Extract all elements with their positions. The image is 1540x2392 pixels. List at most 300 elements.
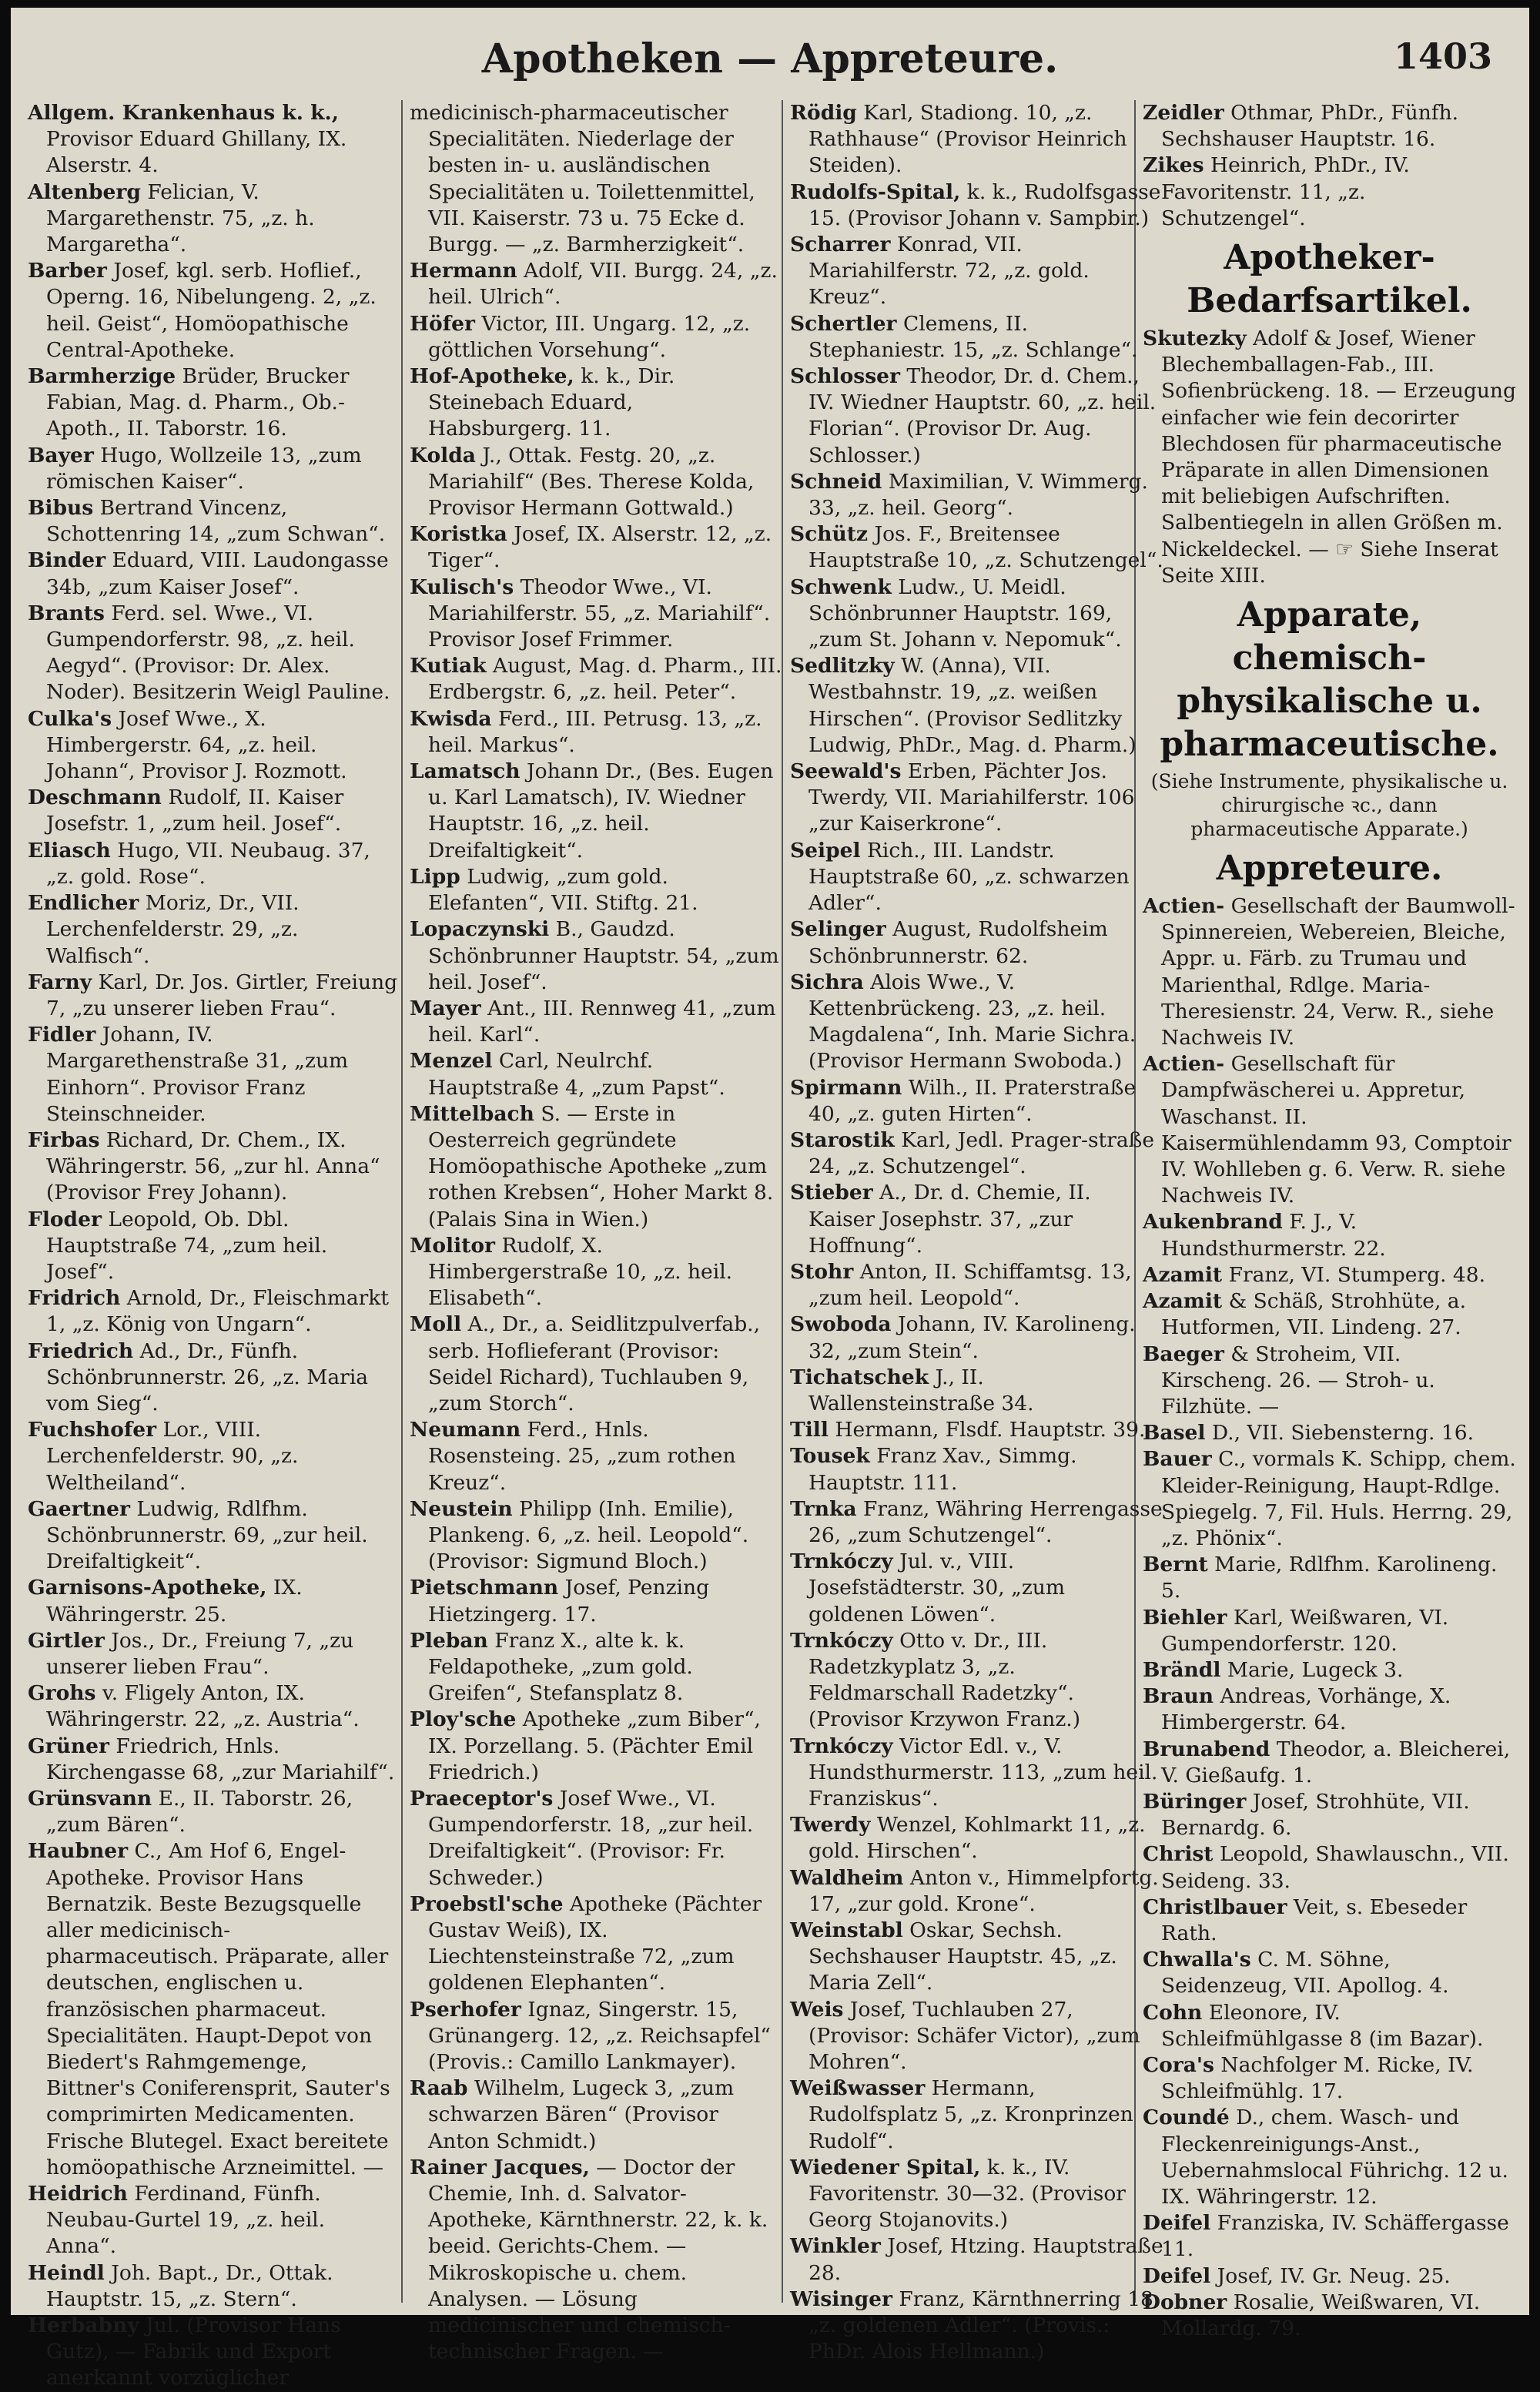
entry-name: Menzel: [410, 1049, 493, 1074]
entry-name: Neumann: [410, 1418, 521, 1442]
entry-text: k. k., Dir. Steinebach Eduard, Habsburgerg. 11.: [428, 364, 675, 441]
entry-name: Girtler: [28, 1628, 105, 1653]
entry-text: Karl, Weißwaren, VI. Gumpendorferstr. 120.: [1161, 1605, 1449, 1656]
directory-entry: [410, 916, 783, 996]
entry-text: Rich., III. Landstr. Hauptstraße 60, „z. schwarzen Adler“.: [808, 838, 1130, 916]
entry-text: Ad., Dr., Fünfh. Schönbrunnerstr. 26, „z. Maria vom Sieg“.: [46, 1338, 369, 1415]
entry-text: Josef, IX. Alserstr. 12, „z. Tiger“.: [428, 522, 772, 573]
directory-entry: [410, 311, 783, 363]
entry-text: J., II. Wallensteinstraße 34.: [808, 1365, 1034, 1415]
directory-entry: [790, 1812, 1163, 1864]
entry-text: Carl, Neulrchf. Hauptstraße 4, „zum Papst“.: [428, 1049, 725, 1100]
directory-entry: [790, 100, 1163, 179]
entry-text: Bertrand Vincenz, Schottenring 14, „zum Schwan“.: [46, 496, 386, 547]
entry-name: Schlosser: [790, 364, 900, 389]
entry-name: Mayer: [410, 996, 481, 1020]
entry-text: & Stroheim, VII. Kirscheng. 26. — Stroh- u. Filzhüte. —: [1161, 1342, 1435, 1419]
entry-text: W. (Anna), VII. Westbahnstr. 19, „z. weißen Hirschen“. (Provisor Sedlitzky Ludwig, PhDr., Mag. d. Pharm.): [808, 654, 1137, 757]
directory-entry: [790, 1312, 1163, 1364]
entry-name: Pserhofer: [410, 1997, 521, 2022]
entry-name: Zeidler: [1143, 101, 1224, 125]
directory-entry: [28, 363, 401, 443]
directory-entry: [410, 1048, 783, 1101]
directory-entry: [410, 1417, 783, 1496]
directory-entry: [410, 1496, 783, 1576]
directory-entry: [1143, 1895, 1516, 1947]
directory-entry: [790, 311, 1163, 363]
entry-name: Brunabend: [1143, 1737, 1270, 1761]
directory-entry: [790, 970, 1163, 1075]
directory-entry: [28, 495, 401, 548]
entry-name: Christlbauer: [1143, 1895, 1287, 1919]
entry-name: Rainer Jacques,: [410, 2155, 590, 2179]
entry-name: Wisinger: [790, 2286, 892, 2311]
entry-text: Apotheke (Pächter Gustav Weiß), IX. Liechtensteinstraße 72, „zum goldenen Elephanten“.: [428, 1891, 762, 1995]
entry-text: Marie, Lugeck 3.: [1227, 1657, 1404, 1682]
column-3: [790, 100, 1163, 2365]
directory-entry: [410, 706, 783, 759]
entry-name: Floder: [28, 1207, 102, 1231]
entry-text: Theodor, Dr. d. Chem., IV. Wiedner Hauptstr. 60, „z. heil. Florian“. (Provisor Dr. Aug. Schlosser.): [808, 364, 1157, 467]
directory-entry: [790, 2075, 1163, 2155]
entry-name: Weis: [790, 1997, 844, 2022]
directory-entry: [28, 100, 401, 179]
entry-text: Victor Edl. v., V. Hundsthurmerstr. 113, „zum heil. Franziskus“.: [808, 1734, 1158, 1811]
directory-entry: [28, 258, 401, 363]
entry-text: Franz, VI. Stumperg. 48.: [1228, 1262, 1486, 1287]
directory-entry: [1143, 100, 1516, 152]
directory-entry: [790, 2286, 1163, 2366]
directory-entry: [28, 179, 401, 259]
entry-name: Deifel: [1143, 2211, 1211, 2236]
entry-name: Baeger: [1143, 1342, 1224, 1366]
entry-text: Ludwig, „zum gold. Elefanten“, VII. Stiftg. 21.: [428, 864, 698, 916]
entry-text: Ignaz, Singerstr. 15, Grünangerg. 12, „z. Reichsapfel“ (Provis.: Camillo Lankmayer).: [428, 1997, 771, 2075]
entry-name: Altenberg: [28, 179, 141, 204]
entry-text: D., VII. Siebensterng. 16.: [1211, 1421, 1474, 1446]
entry-name: Christ: [1143, 1842, 1214, 1867]
column-2: [410, 100, 783, 2365]
entry-name: Skutezky: [1143, 327, 1247, 351]
entry-text: Franz, Währing Herrengasse 26, „zum Schutzengel“.: [808, 1496, 1163, 1547]
entry-text: Apotheke „zum Biber“, IX. Porzellang. 5. (Pächter Emil Friedrich.): [428, 1707, 761, 1784]
entry-text: Lor., VIII. Lerchenfelderstr. 90, „z. Weltheiland“.: [46, 1418, 299, 1495]
entry-name: Deschmann: [28, 786, 162, 810]
entry-name: Bauer: [1143, 1447, 1212, 1472]
directory-entry: [1143, 2000, 1516, 2052]
directory-entry: [28, 1680, 401, 1733]
entry-text: Johann, IV. Karolineng. 32, „zum Stein“.: [808, 1312, 1136, 1363]
entry-text: Wenzel, Kohlmarkt 11, „z. gold. Hirschen“.: [808, 1813, 1146, 1864]
entry-name: Eliasch: [28, 838, 111, 863]
column-4-entries: [1143, 100, 1516, 232]
directory-entry: [790, 179, 1163, 232]
entry-name: Cora's: [1143, 2052, 1214, 2077]
entry-name: Trnkóczy: [790, 1628, 893, 1653]
column-1: [28, 100, 401, 2392]
entry-name: Azamit: [1143, 1289, 1223, 1314]
entry-name: Friedrich: [28, 1338, 134, 1363]
entry-name: Kulisch's: [410, 575, 514, 599]
entry-text: Josef, Strohhüte, VII. Bernardg. 6.: [1161, 1789, 1470, 1841]
directory-entry: [1143, 326, 1516, 589]
directory-entry: [410, 1628, 783, 1707]
directory-entry: [790, 1997, 1163, 2076]
entry-text: Rudolf, X. Himbergerstraße 10, „z. heil. Elisabeth“.: [428, 1233, 733, 1311]
entry-name: Kwisda: [410, 706, 492, 731]
entry-text: k. k., IV. Favoritenstr. 30—32. (Provisor Georg Stojanovits.): [808, 2155, 1126, 2233]
entry-text: Wilh., II. Praterstraße 40, „z. guten Hirten“.: [808, 1075, 1137, 1126]
entry-name: Brändl: [1143, 1657, 1221, 1682]
entry-text: Heinrich, PhDr., IV. Favoritenstr. 11, „z. Schutzengel“.: [1161, 153, 1410, 230]
directory-entry: [1143, 1605, 1516, 1657]
directory-entry: [1143, 1051, 1516, 1209]
entry-name: Haubner: [28, 1839, 129, 1864]
directory-entry: [1143, 1420, 1516, 1446]
running-title: Apotheken — Appreteure.: [481, 35, 1059, 82]
entry-text: k. k., Rudolfsgasse 15. (Provisor Johann v. Sampbir.): [808, 179, 1161, 230]
entry-name: Kolda: [410, 443, 476, 467]
entry-name: Zikes: [1143, 153, 1204, 178]
directory-entry: [790, 575, 1163, 654]
entry-text: Josef, IV. Gr. Neug. 25.: [1217, 2263, 1451, 2288]
entry-text: Leopold, Shawlauschn., VII. Seideng. 33.: [1161, 1842, 1509, 1893]
entry-name: Trnkóczy: [790, 1734, 893, 1758]
entry-name: Rudolfs-Spital,: [790, 179, 961, 204]
directory-entry: [28, 838, 401, 890]
directory-entry: [28, 1338, 401, 1418]
entry-text: Erben, Pächter Jos. Twerdy, VII. Mariahilferstr. 106 „zur Kaiserkrone“.: [808, 759, 1135, 836]
entry-text: Arnold, Dr., Fleischmarkt 1, „z. König von Ungarn“.: [46, 1286, 389, 1337]
directory-entry: [790, 469, 1163, 521]
directory-entry: [790, 1127, 1163, 1180]
directory-entry: [410, 864, 783, 916]
entry-name: Starostik: [790, 1127, 895, 1152]
directory-entry: [1143, 1262, 1516, 1288]
entry-name: Büringer: [1143, 1789, 1247, 1814]
directory-entry: [790, 1417, 1163, 1443]
bedarfsartikel-entries: [1143, 326, 1516, 589]
directory-entry: [790, 1075, 1163, 1127]
entry-text: Josef Wwe., VI. Gumpendorferstr. 18, „zur heil. Dreifaltigkeit“. (Provisor: Fr. Schweder.): [428, 1787, 754, 1890]
entry-name: Kutiak: [410, 654, 487, 678]
directory-entry: [1143, 2290, 1516, 2342]
entry-text: C., Am Hof 6, Engel-Apotheke. Provisor Hans Bernatzik. Beste Bezugsquelle aller medicinisch-pharmaceutisch. Präparate, aller deutschen, englischen u. französischen pharmaceut. Specialitäten. Haupt-Depot von Biedert's Rahmgemenge, Bittner's Coniferensprit, Sauter's comprimirten Medicamenten. Frische Blutegel. Exact bereitete homöopathische Arzneimittel. —: [46, 1839, 390, 2179]
entry-name: Seipel: [790, 838, 861, 863]
entry-name: Allgem. Krankenhaus k. k.,: [28, 101, 339, 125]
entry-text: Provisor Eduard Ghillany, IX. Alserstr. 4.: [46, 127, 347, 178]
directory-entry: [28, 601, 401, 706]
entry-name: Mittelbach: [410, 1101, 534, 1126]
entry-name: Sichra: [790, 970, 864, 994]
entry-text: IX. Währingerstr. 25.: [46, 1576, 303, 1626]
entry-name: Twerdy: [790, 1813, 871, 1838]
directory-entry: [410, 2075, 783, 2155]
entry-name: Firbas: [28, 1127, 100, 1152]
directory-entry: [28, 1786, 401, 1838]
entry-text: Eleonore, IV. Schleifmühlgasse 8 (im Bazar).: [1161, 2000, 1484, 2051]
directory-entry: [790, 1365, 1163, 1417]
entry-name: Pietschmann: [410, 1576, 559, 1600]
entry-text: Joh. Bapt., Dr., Ottak. Hauptstr. 15, „z. Stern“.: [46, 2260, 333, 2311]
directory-entry: [790, 916, 1163, 969]
entry-text: Josef, Htzing. Hauptstraße 28.: [808, 2234, 1163, 2285]
directory-entry: [410, 1891, 783, 1997]
entry-name: Spirmann: [790, 1075, 902, 1100]
directory-entry: [790, 2233, 1163, 2286]
entry-text: C. M. Söhne, Seidenzeug, VII. Apollog. 4.: [1161, 1948, 1449, 1998]
entry-name: Herbabny: [28, 2313, 139, 2338]
directory-entry: [1143, 1947, 1516, 1999]
entry-name: Deifel: [1143, 2263, 1211, 2288]
entry-name: Grohs: [28, 1681, 96, 1706]
appreteure-entries: [1143, 893, 1516, 2342]
entry-name: Praeceptor's: [410, 1787, 554, 1811]
entry-name: Heindl: [28, 2260, 105, 2285]
entry-text: Jul. v., VIII. Josefstädterstr. 30, „zum goldenen Löwen“.: [808, 1549, 1065, 1626]
entry-text: Maximilian, V. Wimmerg. 33, „z. heil. Georg“.: [808, 469, 1148, 521]
directory-entry: [28, 2181, 401, 2260]
entry-name: Lamatsch: [410, 759, 521, 784]
entry-text: Andreas, Vorhänge, X. Himbergerstr. 64.: [1161, 1684, 1451, 1735]
entry-name: Barmherzige: [28, 364, 176, 389]
directory-entry: [28, 443, 401, 495]
entry-name: Biehler: [1143, 1605, 1227, 1630]
directory-entry: [410, 363, 783, 443]
directory-entry: [1143, 2263, 1516, 2290]
entry-name: Raab: [410, 2076, 468, 2101]
directory-entry: [28, 785, 401, 837]
directory-entry: [790, 363, 1163, 469]
entry-text: Richard, Dr. Chem., IX. Währingerstr. 56, „zur hl. Anna“ (Provisor Frey Johann).: [46, 1127, 380, 1205]
entry-name: Coundé: [1143, 2106, 1230, 2130]
entry-name: Bayer: [28, 443, 94, 467]
directory-entry: [410, 1575, 783, 1627]
entry-name: Weißwasser: [790, 2076, 926, 2101]
entry-text: Friedrich, Hnls. Kirchengasse 68, „zur Mariahilf“.: [46, 1734, 395, 1784]
entry-text: J., Ottak. Festg. 20, „z. Mariahilf“ (Bes. Therese Kolda, Provisor Hermann Gottwald.): [428, 443, 755, 521]
entry-text: Ferd. sel. Wwe., VI. Gumpendorferstr. 98, „z. heil. Aegyd“. (Provisor: Dr. Alex. Noder). Besitzerin Weigl Pauline.: [46, 601, 390, 705]
directory-entry: [1143, 1683, 1516, 1736]
entry-name: Selinger: [790, 917, 886, 942]
entry-name: Schneid: [790, 469, 882, 494]
page-number: 1403: [1393, 35, 1492, 77]
directory-entry: [790, 521, 1163, 574]
entry-text: Josef Wwe., X. Himbergerstr. 64, „z. heil. Johann“, Provisor J. Rozmott.: [46, 706, 347, 784]
entry-text: Anton v., Himmelpfortg. 17, „zur gold. Krone“.: [808, 1865, 1159, 1916]
directory-entry: [28, 1207, 401, 1286]
entry-text: Karl, Stadiong. 10, „z. Rathhause“ (Provisor Heinrich Steiden).: [808, 101, 1127, 178]
section-heading-bedarfsartikel: Apotheker-Bedarfsartikel.: [1187, 238, 1472, 321]
entry-name: Schertler: [790, 311, 897, 336]
entry-name: Grünsvann: [28, 1787, 152, 1811]
directory-entry: [28, 1734, 401, 1786]
entry-name: Garnisons-Apotheke,: [28, 1576, 267, 1600]
directory-entry: [1143, 1288, 1516, 1341]
entry-text: Brüder, Brucker Fabian, Mag. d. Pharm., Ob.-Apoth., II. Taborstr. 16.: [46, 364, 350, 441]
entry-text: Eduard, VIII. Laudongasse 34b, „zum Kaiser Josef“.: [46, 548, 389, 599]
entry-name: Till: [790, 1418, 829, 1442]
entry-text: A., Dr. d. Chemie, II. Kaiser Josephstr. 37, „zur Hoffnung“.: [808, 1181, 1091, 1258]
entry-name: Actien-: [1143, 894, 1225, 919]
entry-text: August, Rudolfsheim Schönbrunnerstr. 62.: [808, 917, 1108, 968]
directory-entry: [790, 838, 1163, 917]
section-heading-appreteure: Appreteure.: [1216, 849, 1443, 889]
entry-text: Adolf, VII. Burgg. 24, „z. heil. Ulrich“.: [428, 259, 778, 310]
entry-text: Hermann, Flsdf. Hauptstr. 39.: [835, 1418, 1146, 1442]
directory-entry: [1143, 152, 1516, 232]
entry-name: Rödig: [790, 101, 857, 125]
entry-text: Ludwig, Rdlfhm. Schönbrunnerstr. 69, „zur heil. Dreifaltigkeit“.: [46, 1496, 368, 1574]
directory-entry: [790, 653, 1163, 759]
entry-name: Trnkóczy: [790, 1549, 893, 1574]
entry-name: Trnka: [790, 1496, 857, 1521]
entry-text: Konrad, VII. Mariahilferstr. 72, „z. gold. Kreuz“.: [808, 233, 1090, 310]
directory-entry: [28, 890, 401, 970]
directory-entry: [790, 232, 1163, 311]
entry-name: Grüner: [28, 1734, 109, 1758]
entry-text: Wilhelm, Lugeck 3, „zum schwarzen Bären“ (Provisor Anton Schmidt.): [428, 2076, 735, 2153]
entry-name: Waldheim: [790, 1865, 904, 1890]
entry-text: Clemens, II. Stephaniestr. 15, „z. Schlange“.: [808, 311, 1138, 362]
directory-entry: [790, 1549, 1163, 1628]
entry-text: Hugo, VII. Neubaug. 37, „z. gold. Rose“.: [46, 838, 370, 889]
directory-entry: [28, 1628, 401, 1680]
directory-entry: [410, 653, 783, 705]
entry-text: Marie, Rdlfhm. Karolineng. 5.: [1161, 1553, 1498, 1603]
entry-name: Winkler: [790, 2234, 881, 2259]
directory-entry: [1143, 2105, 1516, 2210]
entry-name: Ploy'sche: [410, 1707, 517, 1732]
entry-text: Jos. F., Breitensee Hauptstraße 10, „z. Schutzengel“.: [808, 522, 1163, 573]
page-header: [11, 35, 1529, 89]
entry-text: Johann, IV. Margarethenstraße 31, „zum Einhorn“. Provisor Franz Steinschneider.: [46, 1023, 349, 1126]
entry-name: Gaertner: [28, 1496, 130, 1521]
entry-text: Josef, kgl. serb. Hoflief., Operng. 16, Nibelungeng. 2, „z. heil. Geist“, Homöopathische Central-Apotheke.: [46, 259, 377, 362]
entry-text: v. Fligely Anton, IX. Währingerstr. 22, „z. Austria“.: [46, 1681, 360, 1732]
entry-text: Gesellschaft der Baumwoll-Spinnereien, Webereien, Bleiche, Appr. u. Färb. zu Trumau und Marienthal, Rdlge. Maria-Theresienstr. 24, Verw. R., siehe Nachweis IV.: [1161, 894, 1515, 1050]
directory-entry: [410, 1707, 783, 1786]
entry-text: — Doctor der Chemie, Inh. d. Salvator-Apotheke, Kärnthnerstr. 22, k. k. beeid. Gerichts-Chem. — Mikroskopische u. chem. Analysen. — Lösung medicinischer und chemisch-technischer Fragen. —: [428, 2155, 768, 2364]
directory-entry: [790, 1918, 1163, 1997]
entry-text: August, Mag. d. Pharm., III. Erdbergstr. 6, „z. heil. Peter“.: [428, 654, 782, 705]
entry-text: S. — Erste in Oesterreich gegründete Homöopathische Apotheke „zum rothen Krebsen“, Hoher Markt 8. (Palais Sina in Wien.): [428, 1101, 774, 1231]
entry-text: Ludw., U. Meidl. Schönbrunner Hauptstr. 169, „zum St. Johann v. Nepomuk“.: [808, 575, 1122, 652]
entry-name: Binder: [28, 548, 106, 573]
directory-entry: [28, 1127, 401, 1207]
entry-name: Tichatschek: [790, 1365, 929, 1389]
directory-entry: [410, 258, 783, 310]
directory-entry: [790, 1443, 1163, 1496]
entry-text: Gesellschaft für Dampfwäscherei u. Appretur, Waschanst. II. Kaisermühlendamm 93, Comptoir IV. Wohlleben g. 6. Verw. R. siehe Nachweis IV.: [1161, 1052, 1512, 1208]
directory-entry: [790, 1734, 1163, 1813]
entry-text: Rudolf, II. Kaiser Josefstr. 1, „zum heil. Josef“.: [46, 786, 344, 836]
entry-text: Rosalie, Weißwaren, VI. Mollardg. 79.: [1161, 2290, 1481, 2341]
directory-entry: [410, 1101, 783, 1233]
entry-name: Endlicher: [28, 891, 139, 916]
entry-text: Franz X., alte k. k. Feldapotheke, „zum gold. Greifen“, Stefansplatz 8.: [428, 1628, 693, 1706]
entry-name: Molitor: [410, 1233, 496, 1258]
directory-entry: [28, 970, 401, 1022]
entry-name: Fuchshofer: [28, 1418, 157, 1442]
directory-entry: [410, 521, 783, 574]
entry-name: Moll: [410, 1312, 462, 1337]
directory-entry: [28, 706, 401, 786]
directory-entry: [410, 996, 783, 1048]
entry-text: Josef, Penzing Hietzingerg. 17.: [428, 1576, 710, 1626]
entry-text: Johann Dr., (Bes. Eugen u. Karl Lamatsch), IV. Wiedner Hauptstr. 16, „z. heil. Dreifaltigkeit“.: [428, 759, 774, 863]
entry-text: Leopold, Ob. Dbl. Hauptstraße 74, „zum heil. Josef“.: [46, 1207, 328, 1284]
entry-name: Proebstl'sche: [410, 1891, 564, 1916]
entry-name: Schwenk: [790, 575, 892, 599]
entry-name: Wiedener Spital,: [790, 2155, 981, 2179]
entry-name: Bernt: [1143, 1553, 1208, 1577]
directory-entry: [790, 1180, 1163, 1259]
entry-name: Stohr: [790, 1259, 854, 1284]
entry-text: Franz Xav., Simmg. Hauptstr. 111.: [808, 1444, 1077, 1495]
entry-name: Cohn: [1143, 2000, 1203, 2025]
directory-entry: [410, 2155, 783, 2366]
directory-entry: [1143, 893, 1516, 1051]
entry-text: Theodor, a. Bleicherei, V. Gießaufg. 1.: [1161, 1737, 1511, 1787]
entry-name: Basel: [1143, 1421, 1206, 1446]
entry-name: Swoboda: [790, 1312, 892, 1337]
entry-name: Scharrer: [790, 233, 891, 257]
entry-name: Neustein: [410, 1496, 513, 1521]
entry-text: Karl, Dr. Jos. Girtler, Freiung 7, „zu unserer lieben Frau“.: [46, 970, 398, 1020]
entry-text: & Schäß, Strohhüte, a. Hutformen, VII. Lindeng. 27.: [1161, 1289, 1467, 1340]
entry-text: Othmar, PhDr., Fünfh. Sechshauser Hauptstr. 16.: [1161, 101, 1459, 152]
directory-entry: [790, 1496, 1163, 1549]
entry-text: A., Dr., a. Seidlitzpulverfab., serb. Hoflieferant (Provisor: Seidel Richard), Tuchlauben 9, „zum Storch“.: [428, 1312, 761, 1415]
directory-entry: [1143, 1446, 1516, 1552]
directory-entry: [1143, 1789, 1516, 1841]
entry-name: Actien-: [1143, 1052, 1225, 1077]
entry-name: Sedlitzky: [790, 654, 895, 678]
entry-text: Victor, III. Ungarg. 12, „z. göttlichen Vorsehung“.: [428, 311, 751, 362]
entry-name: Weinstabl: [790, 1918, 903, 1943]
directory-entry: [28, 1838, 401, 2181]
entry-text: Adolf & Josef, Wiener Blechemballagen-Fab., III. Sofienbrückeng. 18. — Erzeugung einfacher wie fein decorirter Blechdosen für pharmaceutische Präparate in allen Dimensionen mit beliebigen Aufschriften. Salbentiegeln in allen Größen m. Nickeldeckel. — ☞ Siehe Inserat Seite XIII.: [1161, 327, 1516, 588]
entry-text: B., Gaudzd. Schönbrunner Hauptstr. 54, „zum heil. Josef“.: [428, 917, 779, 994]
directory-entry: [28, 1022, 401, 1127]
column-4: [1143, 100, 1516, 2342]
entry-name: Dobner: [1143, 2290, 1227, 2314]
directory-entry: [1143, 1841, 1516, 1894]
entry-text: Philipp (Inh. Emilie), Plankeng. 6, „z. heil. Leopold“. (Provisor: Sigmund Bloch.): [428, 1496, 749, 1574]
entry-text: Theodor Wwe., VI. Mariahilferstr. 55, „z. Mariahilf“. Provisor Josef Frimmer.: [428, 575, 771, 652]
entry-text: Jul. (Provisor Hans Gutz), — Fabrik und Export anerkannt vorzüglicher: [46, 2313, 341, 2390]
directory-entry: [790, 2155, 1163, 2234]
entry-text: Ferd., III. Petrusg. 13, „z. heil. Markus“.: [428, 706, 762, 757]
entry-text: E., II. Taborstr. 26, „zum Bären“.: [46, 1787, 353, 1838]
directory-entry: [28, 1285, 401, 1338]
directory-entry: [410, 1233, 783, 1312]
directory-entry: [1143, 1737, 1516, 1789]
entry-name: Heidrich: [28, 2182, 128, 2206]
entry-text: Hugo, Wollzeile 13, „zum römischen Kaiser“.: [46, 443, 362, 494]
entry-name: Pleban: [410, 1628, 488, 1653]
entry-text: C., vormals K. Schipp, chem. Kleider-Reinigung, Haupt-Rdlge. Spiegelg. 7, Fil. Huls. Herrng. 29, „z. Phönix“.: [1161, 1447, 1516, 1550]
directory-entry: [28, 2313, 401, 2392]
entry-text: Oskar, Sechsh. Sechshauser Hauptstr. 45, „z. Maria Zell“.: [808, 1918, 1117, 1995]
directory-entry: [28, 2260, 401, 2313]
entry-name: Tousek: [790, 1444, 870, 1469]
entry-name: Lopaczynski: [410, 917, 550, 942]
entry-text: Josef, Tuchlauben 27, (Provisor: Schäfer Victor), „zum Mohren“.: [808, 1997, 1140, 2075]
entry-text: Felician, V. Margarethenstr. 75, „z. h. Margaretha“.: [46, 179, 315, 257]
entry-text: Nachfolger M. Ricke, IV. Schleifmühlg. 17.: [1161, 2052, 1474, 2104]
